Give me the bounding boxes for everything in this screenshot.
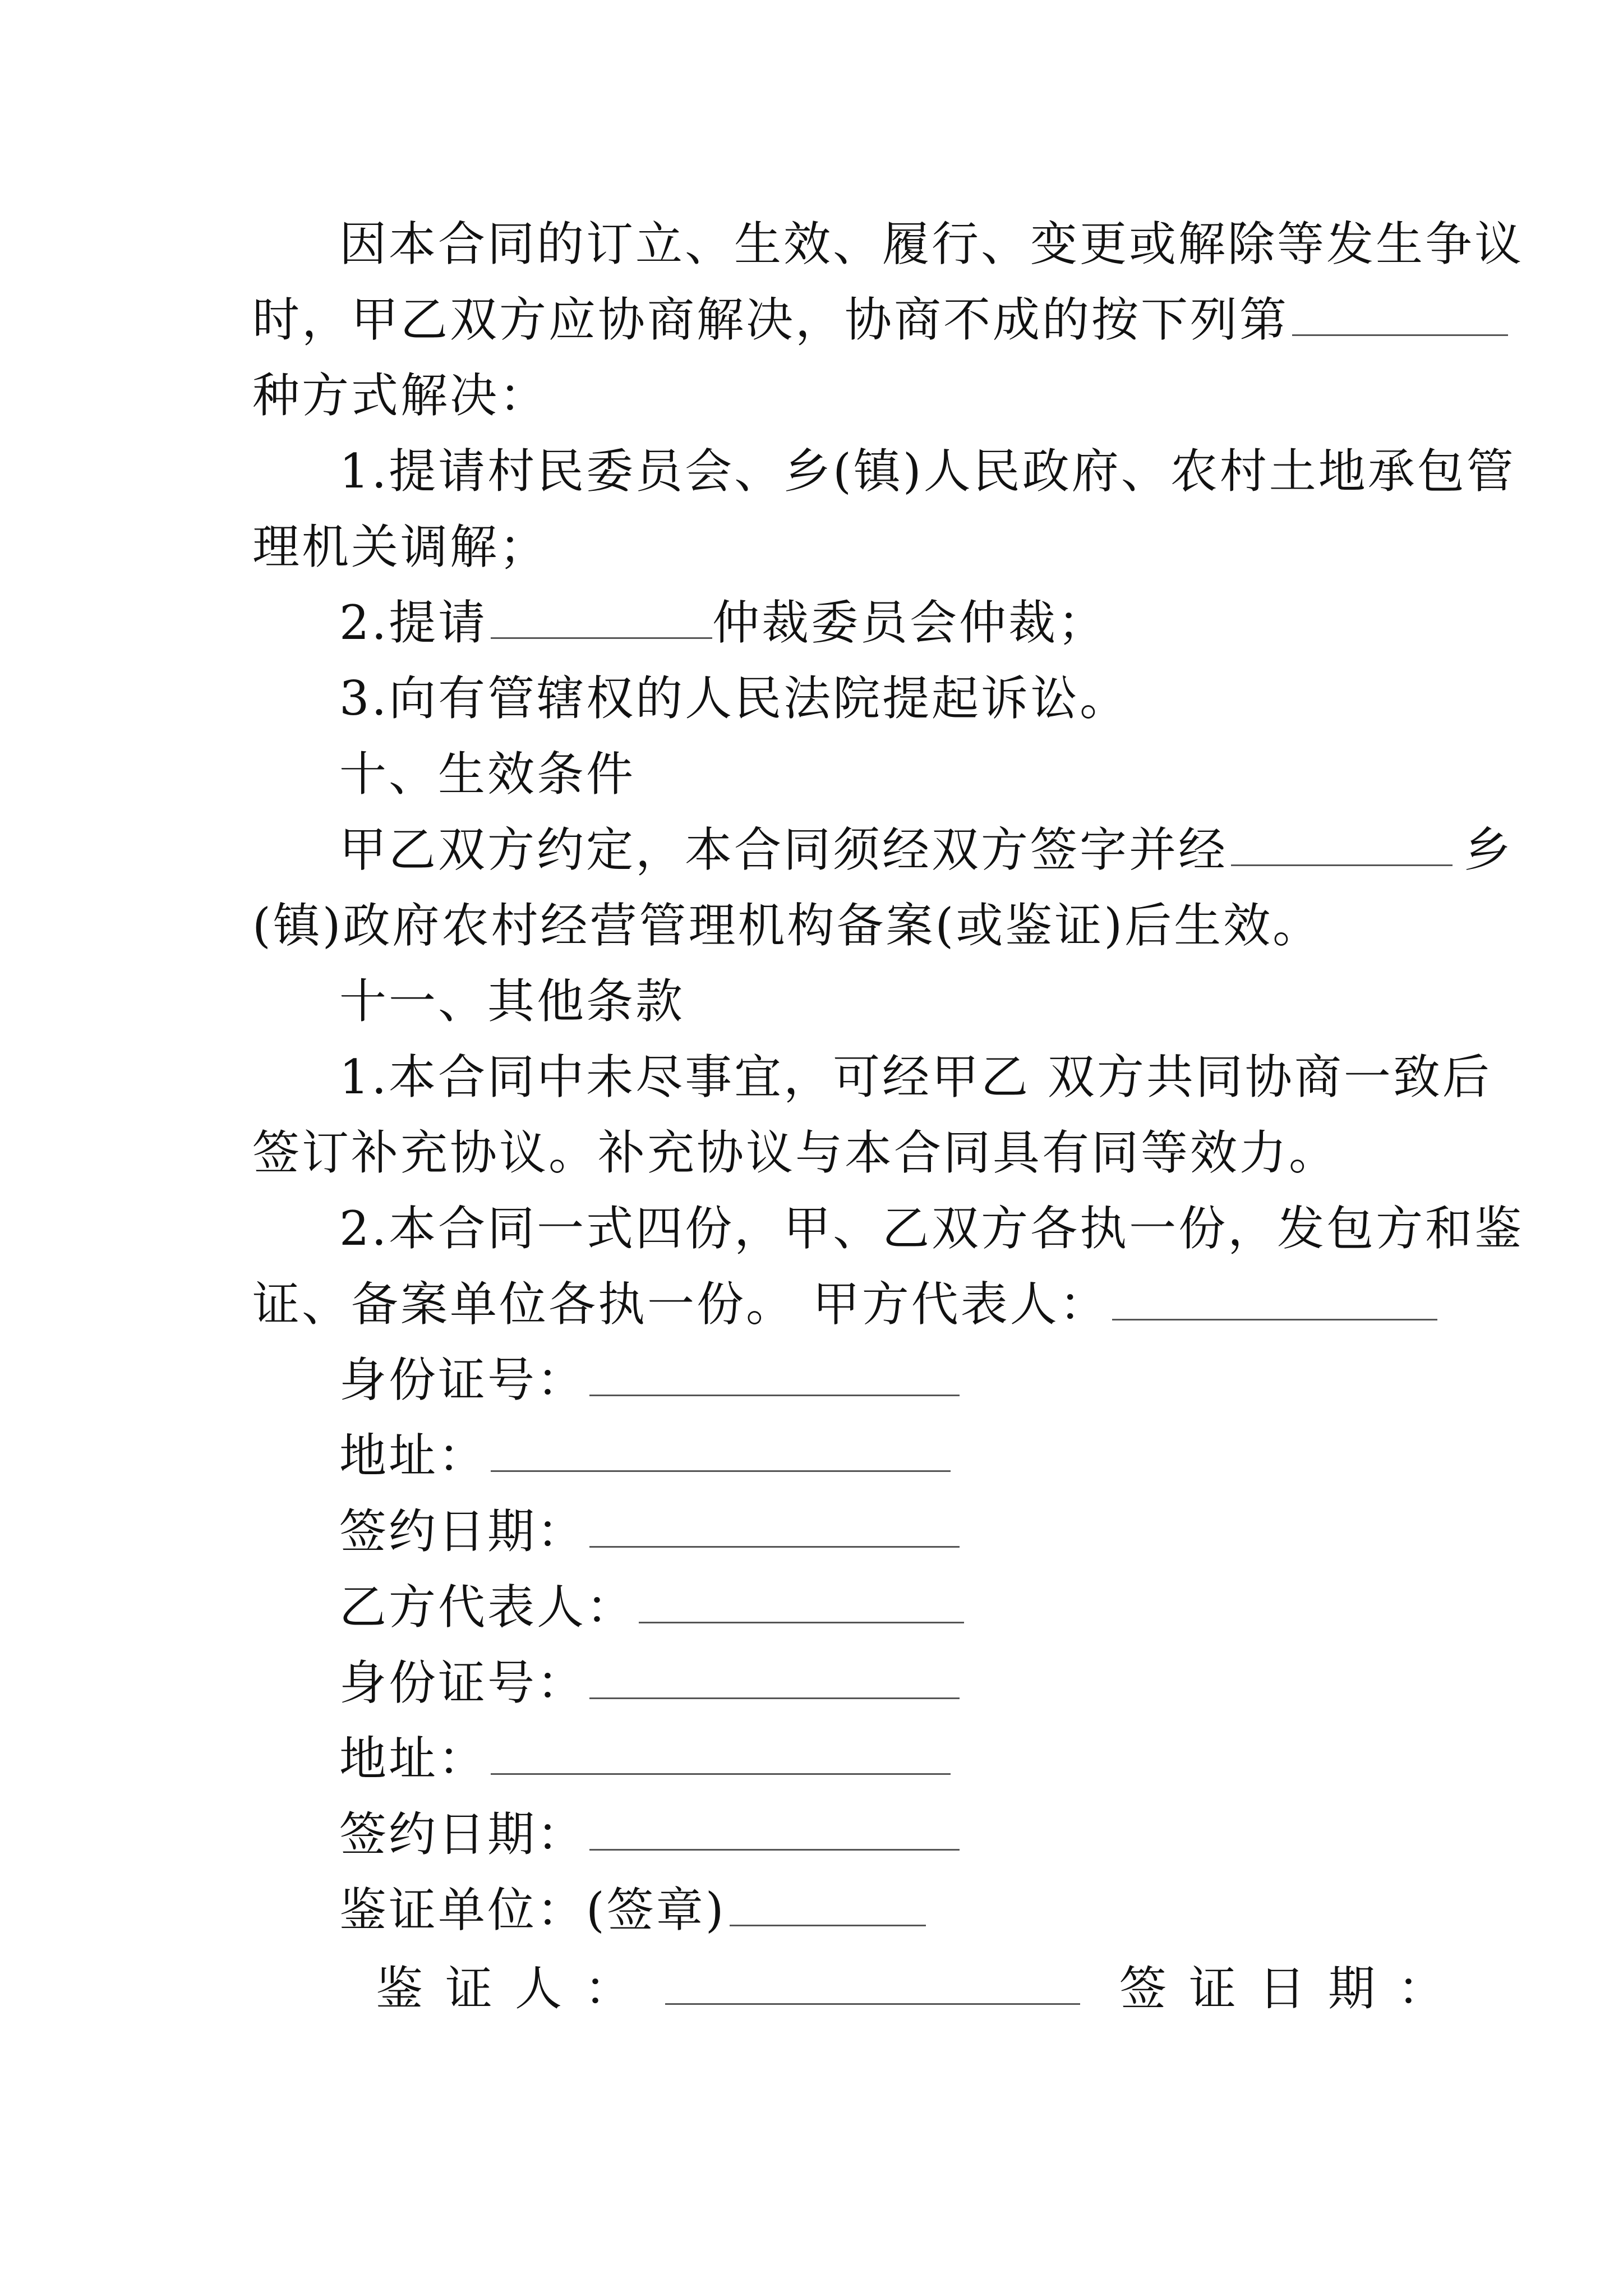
paragraph-line: 签订补充协议。补充协议与本合同具有同等效力。 [252,1125,1339,1180]
paragraph-line: 甲乙双方约定，本合同须经双方签字并经 乡 [339,822,1514,877]
blank-line [491,1733,951,1775]
party-a-date-line: 签约日期： [339,1503,1472,1559]
paragraph-line: 1.提请村民委员会、乡(镇)人民政府、农村土地承包管 [339,444,1516,499]
paragraph-line: 因本合同的订立、生效、履行、变更或解除等发生争议 [339,217,1524,272]
blank-line [665,1963,1080,2005]
paragraph-line: 2.提请 仲裁委员会仲裁； [339,595,1108,650]
paragraph-line: 种方式解决： [252,368,549,423]
blank-line [1231,824,1453,866]
certifier-line: 鉴证人： 签证日期： [376,1961,1468,2016]
blank-line [589,1657,960,1699]
party-b-representative-line: 乙方代表人： [339,1579,1472,1635]
paragraph-line: (镇)政府农村经营管理机构备案(或鉴证)后生效。 [252,898,1322,953]
blank-line [491,597,712,639]
blank-line [589,1506,960,1548]
blank-line [730,1884,926,1926]
paragraph-line: 时，甲乙双方应协商解决，协商不成的按下列第 [252,292,1385,348]
blank-line [589,1809,960,1851]
party-a-address-line: 地址： [339,1428,1472,1484]
blank-line [1292,294,1508,336]
blank-line [1112,1278,1437,1320]
section-heading: 十、生效条件 [339,747,636,802]
party-b-date-line: 签约日期： [339,1806,1472,1862]
section-heading: 十一、其他条款 [339,974,685,1029]
party-a-representative-line: 证、备案单位各执一份。 甲方代表人： [252,1276,1385,1332]
blank-line [491,1430,951,1472]
party-b-id-line: 身份证号： [339,1655,1472,1711]
paragraph-line: 3.向有管辖权的人民法院提起诉讼。 [339,671,1129,726]
paragraph-line: 理机关调解； [252,519,549,574]
blank-line [639,1581,964,1623]
party-a-id-line: 身份证号： [339,1352,1472,1408]
certifying-unit-line: 鉴证单位：(签章) [339,1882,1472,1938]
paragraph-line: 2.本合同一式四份，甲、乙双方各执一份，发包方和鉴 [339,1201,1524,1256]
blank-line [589,1354,960,1396]
party-b-address-line: 地址： [339,1731,1472,1787]
paragraph-line: 1.本合同中未尽事宜，可经甲乙 双方共同协商一致后 [339,1050,1492,1105]
